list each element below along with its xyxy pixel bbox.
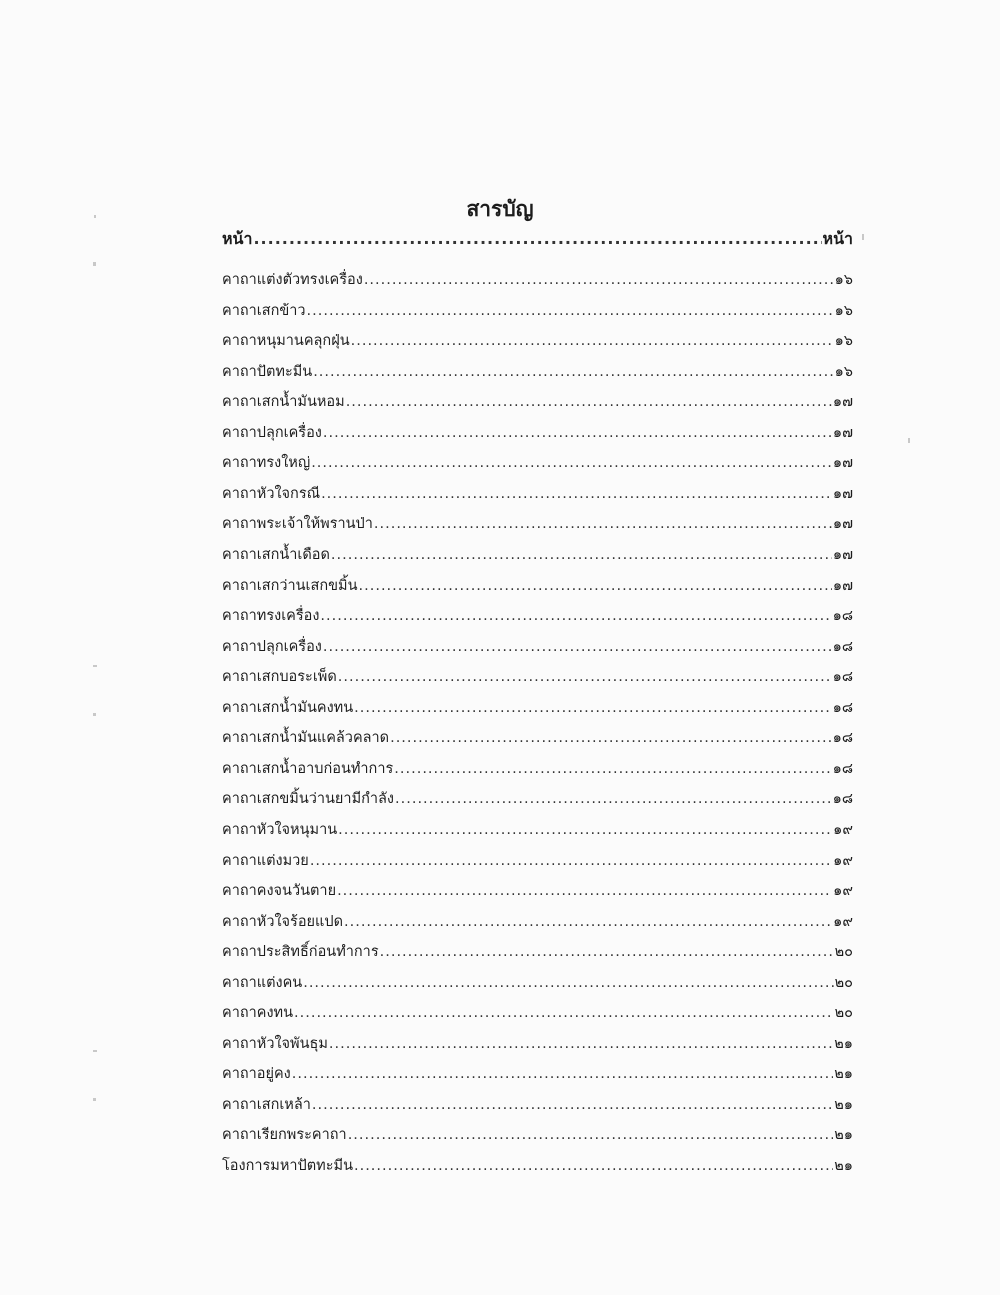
leader-dots xyxy=(313,362,833,382)
toc-entry-page-number: ๑๘ xyxy=(832,791,853,808)
toc-entry-label: คาถาปัตทะมีน xyxy=(222,363,313,380)
toc-entry xyxy=(222,1125,853,1145)
toc-entry xyxy=(222,1034,853,1054)
toc-entry-label: คาถาประสิทธิ์ก่อนทำการ xyxy=(222,944,379,961)
toc-entry xyxy=(222,851,853,871)
scan-speck xyxy=(93,1098,96,1101)
toc-entry-label: คาถาอยู่คง xyxy=(222,1066,291,1083)
leader-dots xyxy=(359,576,832,596)
page-title: สารบัญ xyxy=(466,197,534,221)
toc-entry-label: คาถาปลุกเครื่อง xyxy=(222,424,322,441)
toc-entry xyxy=(222,1095,853,1115)
leader-dots xyxy=(253,229,821,249)
toc-entry-page-number: ๒๐ xyxy=(834,1005,853,1022)
toc-entry-label: คาถาหัวใจกรณี xyxy=(222,485,321,502)
toc-entry-page-number: ๑๖ xyxy=(834,272,853,288)
toc-entry-page-number: ๑๗ xyxy=(832,577,853,594)
toc-entry-label: คาถาทรงเครื่อง xyxy=(222,608,320,624)
toc-entry-label: โองการมหาปัตทะมีน xyxy=(222,1158,353,1174)
toc-entry-label: คาถาแต่งคน xyxy=(222,974,303,991)
toc-entry xyxy=(222,514,853,534)
toc-entry-label: คาถาทรงใหญ่ xyxy=(222,455,311,472)
leader-dots xyxy=(323,637,832,657)
toc-entry-label: คาถาหัวใจหนุมาน xyxy=(222,821,338,838)
leader-dots xyxy=(294,1003,834,1023)
leader-dots xyxy=(323,423,832,443)
toc-entry xyxy=(222,728,853,748)
toc-entry xyxy=(222,789,853,809)
leader-dots xyxy=(321,484,832,504)
leader-dots xyxy=(354,698,831,718)
toc-entry xyxy=(222,545,853,565)
toc-entry xyxy=(222,362,853,382)
toc-entry-label: คาถาเสกข้าว xyxy=(222,302,306,319)
toc-entry-page-number: ๑๘ xyxy=(832,669,853,686)
toc-entry-page-number: ๒๐ xyxy=(834,974,853,991)
toc-entry-page-number: ๑๘ xyxy=(832,608,853,624)
toc-entry-label: คาถาเรียกพระคาถา xyxy=(222,1127,347,1144)
toc-entry xyxy=(222,1064,853,1084)
toc-entry-label: คาถาเสกว่านเสกขมิ้น xyxy=(222,577,358,594)
toc-entry xyxy=(222,392,853,412)
toc-entry-page-number: ๑๖ xyxy=(834,302,853,319)
toc-entry-page-number: ๑๙ xyxy=(833,821,853,838)
leader-dots xyxy=(338,820,832,840)
toc-entry-page-number: ๑๙ xyxy=(833,852,853,869)
scan-speck xyxy=(93,713,96,716)
leader-dots xyxy=(395,789,832,809)
toc-entry xyxy=(222,759,853,779)
toc-entry-page-number: ๒๐ xyxy=(834,944,853,961)
scan-speck xyxy=(908,438,910,443)
toc-entry xyxy=(222,881,853,901)
leader-dots xyxy=(292,1064,833,1084)
scan-speck xyxy=(862,234,864,240)
toc-entry-page-number: ๑๙ xyxy=(833,883,853,899)
toc-entry-label: คาถาเสกน้ำมันหอม xyxy=(222,394,345,411)
toc-entry xyxy=(222,484,853,504)
toc-entry-page-number: ๒๑ xyxy=(834,1158,853,1174)
toc-entry-label: คาถาหัวใจพันธุม xyxy=(222,1035,328,1052)
toc-entry-label: คาถาเสกเหล้า xyxy=(222,1096,311,1113)
toc-entry xyxy=(222,576,853,596)
scan-speck xyxy=(93,1050,97,1052)
leader-dots xyxy=(303,973,833,993)
toc-entry-label: คาถาพระเจ้าให้พรานป่า xyxy=(222,516,373,533)
scan-speck xyxy=(93,262,96,266)
leader-dots xyxy=(354,1156,833,1176)
leader-dots xyxy=(344,912,832,932)
toc-entry-label: คาถาเสกน้ำมันแคล้วคลาด xyxy=(222,730,390,747)
leader-dots xyxy=(338,667,832,687)
toc-entry-page-number: ๑๘ xyxy=(832,638,853,655)
leader-dots xyxy=(320,606,831,626)
toc-entry xyxy=(222,453,853,473)
toc-entry-page-number: ๑๘ xyxy=(832,760,853,777)
toc-entry-label: คาถาหนุมานคลุกฝุ่น xyxy=(222,333,350,350)
toc-entry-label: คาถาคงจนวันตาย xyxy=(222,883,337,899)
toc-entry-page-number: ๑๗ xyxy=(832,547,853,563)
toc-entry-page-number: ๑๙ xyxy=(833,913,853,930)
toc-entry xyxy=(222,912,853,932)
leader-dots xyxy=(364,270,834,290)
scan-speck xyxy=(93,665,97,667)
toc-entry-page-number: ๑๗ xyxy=(832,485,853,502)
toc-entry xyxy=(222,667,853,687)
toc-entry-page-number: ๒๑ xyxy=(834,1127,853,1144)
toc-entry-label: คาถาเสกน้ำเดือด xyxy=(222,547,330,563)
leader-dots xyxy=(346,392,832,412)
toc-entry xyxy=(222,942,853,962)
toc-entry-page-number: ๒๑ xyxy=(834,1096,853,1113)
toc-entry-page-number: ๑๘ xyxy=(832,699,853,716)
toc-entry-page-number: ๑๖ xyxy=(834,363,853,380)
leader-dots xyxy=(380,942,834,962)
toc-entry xyxy=(222,270,853,290)
toc-entry xyxy=(222,973,853,993)
leader-dots xyxy=(394,759,831,779)
toc-entry-label: คาถาแต่งมวย xyxy=(222,852,309,869)
toc-entry-label: คาถาเสกน้ำมันคงทน xyxy=(222,699,354,716)
leader-dots xyxy=(337,881,832,901)
toc-entry-page-number: ๑๗ xyxy=(832,516,853,533)
leader-dots xyxy=(390,728,832,748)
toc-entry-page-number: ๒๑ xyxy=(834,1066,853,1083)
toc-entry-page-number: ๒๑ xyxy=(834,1035,853,1052)
toc-entry-page-number: ๑๘ xyxy=(832,730,853,747)
toc-entry xyxy=(222,423,853,443)
toc-entry-label: คาถาเสกบอระเพ็ด xyxy=(222,669,337,686)
leader-dots xyxy=(311,453,832,473)
toc-entry-label: คาถาเสกขมิ้นว่านยามีกำลัง xyxy=(222,791,395,808)
leader-dots xyxy=(351,331,834,351)
leader-dots xyxy=(329,1034,833,1054)
leader-dots xyxy=(312,1095,833,1115)
toc-entry-label: คาถาคงทน xyxy=(222,1005,294,1022)
leader-dots xyxy=(307,301,834,321)
toc-entry xyxy=(222,1156,853,1176)
toc-entry xyxy=(222,331,853,351)
toc-entry xyxy=(222,820,853,840)
toc-entry-page-number: ๑๗ xyxy=(832,424,853,441)
toc-entry-label: คาถาเสกน้ำอาบก่อนทำการ xyxy=(222,760,394,777)
toc-header-left: หน้า xyxy=(222,229,253,248)
leader-dots xyxy=(310,851,832,871)
toc-entry xyxy=(222,301,853,321)
toc-entry xyxy=(222,637,853,657)
toc-entry xyxy=(222,698,853,718)
toc-header-right: หน้า xyxy=(822,229,853,248)
toc-entry-label: คาถาหัวใจร้อยแปด xyxy=(222,913,343,930)
toc-entry xyxy=(222,1003,853,1023)
scan-speck xyxy=(94,215,96,218)
toc-entry-label: คาถาแต่งตัวทรงเครื่อง xyxy=(222,272,363,288)
toc-entry-page-number: ๑๗ xyxy=(832,455,853,472)
toc-header xyxy=(222,229,853,249)
leader-dots xyxy=(374,514,832,534)
toc-entry-page-number: ๑๗ xyxy=(832,394,853,411)
toc-entry xyxy=(222,606,853,626)
leader-dots xyxy=(331,545,832,565)
toc-entry-label: คาถาปลุกเครื่อง xyxy=(222,638,322,655)
leader-dots xyxy=(348,1125,834,1145)
toc-entry-page-number: ๑๖ xyxy=(834,333,853,350)
